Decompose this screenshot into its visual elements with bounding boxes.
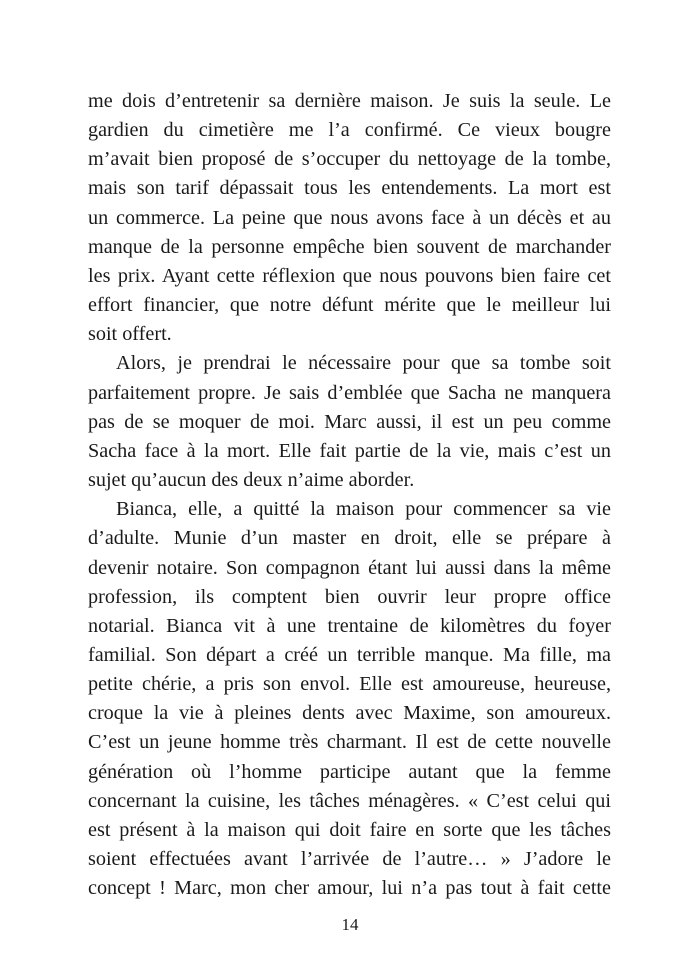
text-line: Sacha face à la mort. Elle fait partie de la vie, mais c’est un xyxy=(88,439,611,462)
text-line: concernant la cuisine, les tâches ménagères. « C’est celui qui xyxy=(88,789,611,812)
text-line: C’est un jeune homme très charmant. Il est de cette nouvelle xyxy=(88,731,611,754)
text-line: d’adulte. Munie d’un master en droit, elle se prépare à xyxy=(88,527,611,550)
text-line: effort financier, que notre défunt mérite que le meilleur lui xyxy=(88,294,611,317)
text-line: génération où l’homme participe autant que la femme xyxy=(88,760,611,783)
text-line: pas de se moquer de moi. Marc aussi, il est un peu comme xyxy=(88,410,611,433)
text-line: Alors, je prendrai le nécessaire pour que sa tombe soit xyxy=(116,352,611,375)
text-line: soient effectuées avant l’arrivée de l’autre… » J’adore le xyxy=(88,848,611,871)
paragraph xyxy=(88,349,611,495)
text-line: petite chérie, a pris son envol. Elle est amoureuse, heureuse, xyxy=(88,673,611,696)
paragraph xyxy=(88,495,611,903)
text-line: profession, ils comptent bien ouvrir leur propre office xyxy=(88,585,611,608)
text-line: est présent à la maison qui doit faire en sorte que les tâches xyxy=(88,818,611,841)
text-line: sujet qu’aucun des deux n’aime aborder. xyxy=(88,469,415,492)
text-line: familial. Son départ a créé un terrible manque. Ma fille, ma xyxy=(88,643,611,666)
text-line: soit offert. xyxy=(88,323,172,346)
text-line: manque de la personne empêche bien souvent de marchander xyxy=(88,235,611,258)
text-line: concept ! Marc, mon cher amour, lui n’a pas tout à fait cette xyxy=(88,877,611,900)
text-line: Bianca, elle, a quitté la maison pour commencer sa vie xyxy=(116,498,611,521)
text-line: les prix. Ayant cette réflexion que nous pouvons bien faire cet xyxy=(88,264,611,287)
page-number: 14 xyxy=(341,915,359,934)
text-line: devenir notaire. Son compagnon étant lui aussi dans la même xyxy=(88,556,611,579)
page-body xyxy=(88,87,611,903)
paragraph xyxy=(88,87,611,349)
text-line: mais son tarif dépassait tous les entendements. La mort est xyxy=(88,177,611,200)
text-line: m’avait bien proposé de s’occuper du nettoyage de la tombe, xyxy=(88,148,611,171)
text-line: croque la vie à pleines dents avec Maxime, son amoureux. xyxy=(88,702,611,725)
text-line: notarial. Bianca vit à une trentaine de kilomètres du foyer xyxy=(88,614,611,637)
text-line: parfaitement propre. Je sais d’emblée que Sacha ne manquera xyxy=(88,381,611,404)
text-line: un commerce. La peine que nous avons face à un décès et au xyxy=(88,206,611,229)
text-line: gardien du cimetière me l’a confirmé. Ce vieux bougre xyxy=(88,119,611,142)
text-line: me dois d’entretenir sa dernière maison. Je suis la seule. Le xyxy=(88,90,611,112)
